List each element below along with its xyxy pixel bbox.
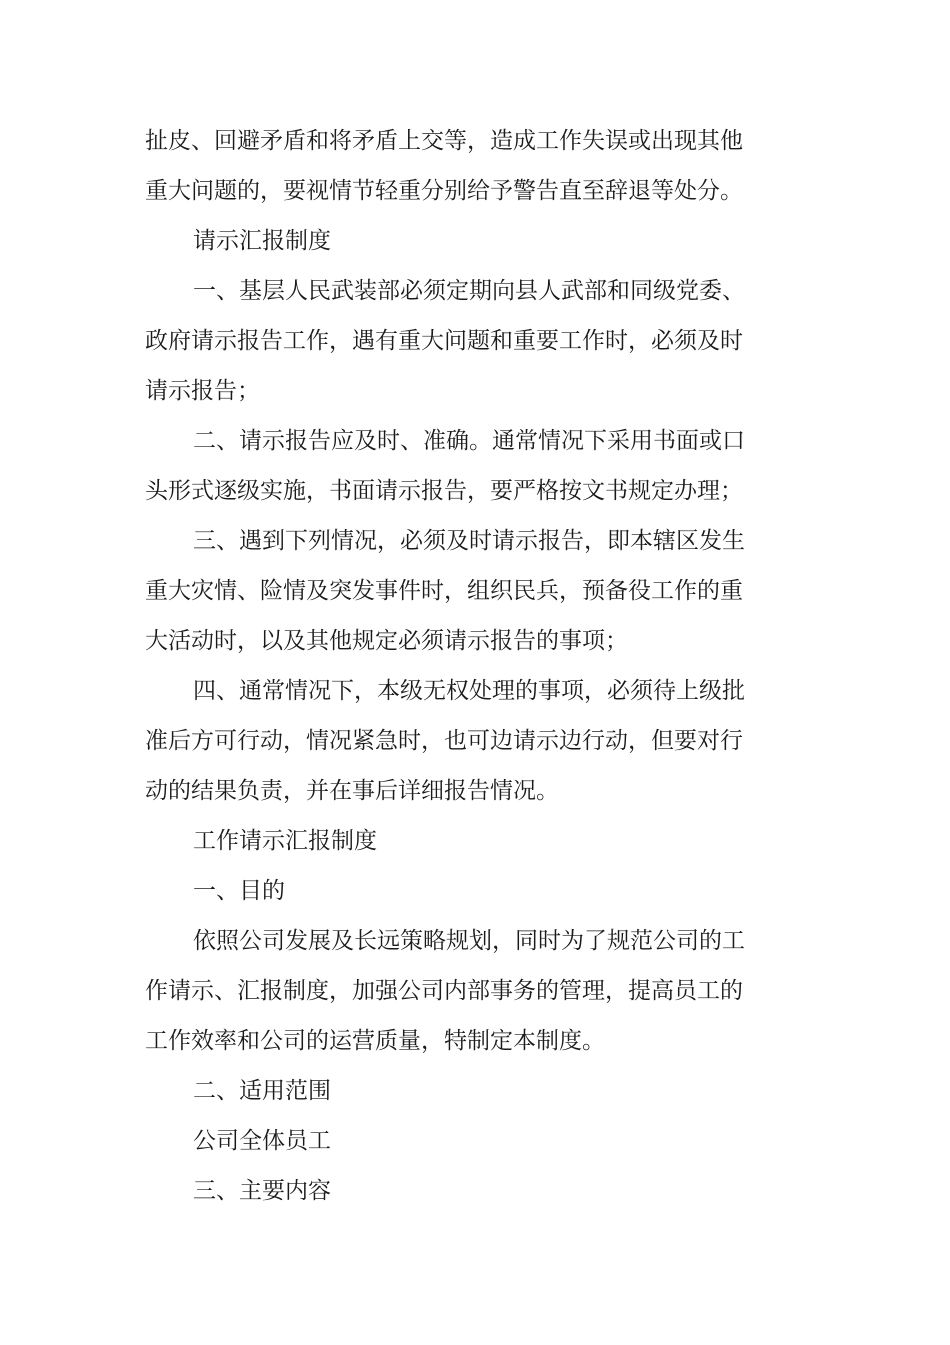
text-line: 作请示、汇报制度，加强公司内部事务的管理，提高员工的 xyxy=(145,978,743,1004)
section-heading: 一、目的 xyxy=(193,878,285,904)
section-heading: 工作请示汇报制度 xyxy=(193,828,377,854)
text-line: 扯皮、回避矛盾和将矛盾上交等，造成工作失误或出现其他 xyxy=(145,128,743,154)
text-line: 请示报告； xyxy=(145,378,260,404)
section-heading: 请示汇报制度 xyxy=(193,228,331,254)
text-line: 工作效率和公司的运营质量，特制定本制度。 xyxy=(145,1028,605,1054)
text-line: 一、基层人民武装部必须定期向县人武部和同级党委、 xyxy=(193,278,745,304)
text-line: 重大灾情、险情及突发事件时，组织民兵，预备役工作的重 xyxy=(145,578,743,604)
text-line: 二、请示报告应及时、准确。通常情况下采用书面或口 xyxy=(193,428,745,454)
text-line: 头形式逐级实施，书面请示报告，要严格按文书规定办理； xyxy=(145,478,743,504)
text-line: 依照公司发展及长远策略规划，同时为了规范公司的工 xyxy=(193,928,745,954)
text-line: 公司全体员工 xyxy=(193,1128,331,1154)
text-line: 三、遇到下列情况，必须及时请示报告，即本辖区发生 xyxy=(193,528,745,554)
text-line: 准后方可行动，情况紧急时，也可边请示边行动，但要对行 xyxy=(145,728,743,754)
section-heading: 二、适用范围 xyxy=(193,1078,331,1104)
text-line: 大活动时，以及其他规定必须请示报告的事项； xyxy=(145,628,628,654)
text-line: 政府请示报告工作，遇有重大问题和重要工作时，必须及时 xyxy=(145,328,743,354)
text-line: 动的结果负责，并在事后详细报告情况。 xyxy=(145,778,559,804)
text-line: 重大问题的，要视情节轻重分别给予警告直至辞退等处分。 xyxy=(145,178,743,204)
text-line: 四、通常情况下，本级无权处理的事项，必须待上级批 xyxy=(193,678,745,704)
section-heading: 三、主要内容 xyxy=(193,1178,331,1204)
document-body xyxy=(145,116,750,1216)
